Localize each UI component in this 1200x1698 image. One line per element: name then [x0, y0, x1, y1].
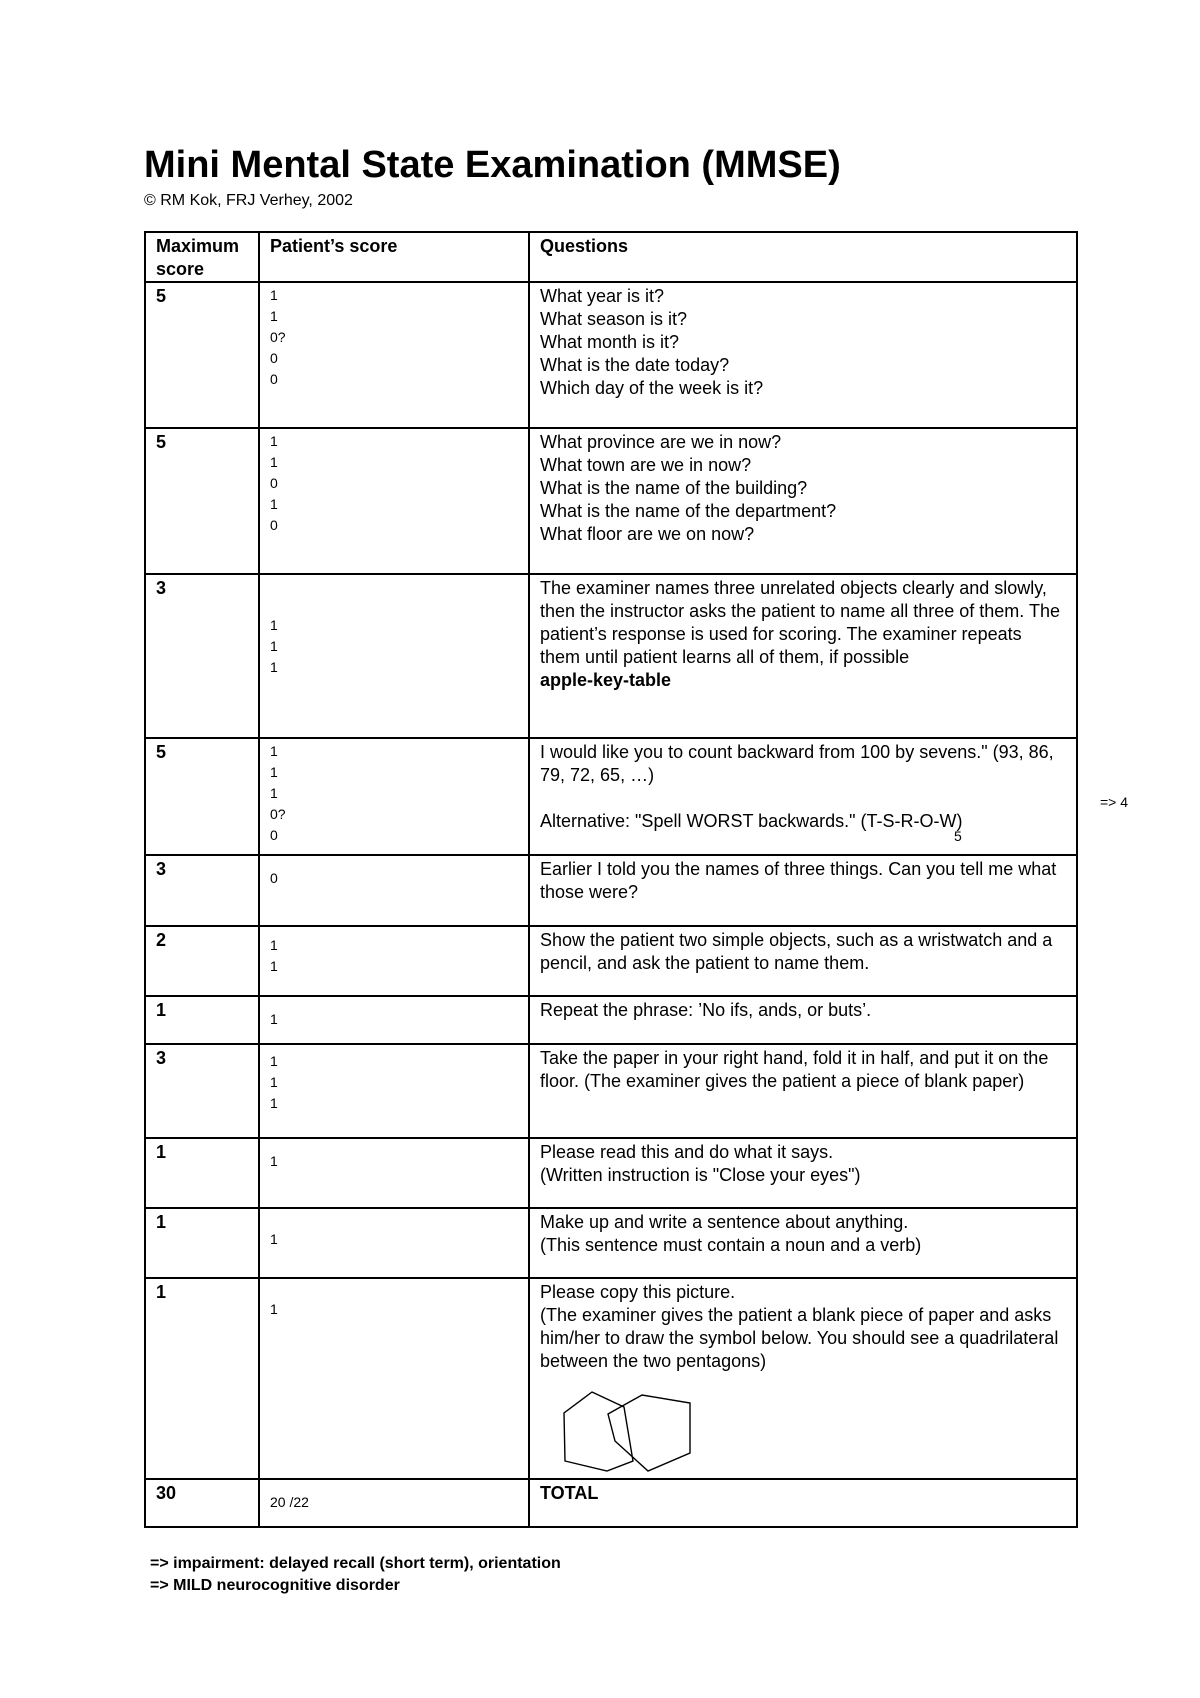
question-cell: [529, 1138, 1077, 1208]
table-row: [145, 996, 1077, 1044]
question-text: Alternative: "Spell WORST backwards." (T-S-R-O-W): [540, 811, 963, 831]
table-row: [145, 282, 1077, 428]
margin-note: => 4: [1100, 794, 1129, 810]
table-row: [145, 1208, 1077, 1278]
score-value: 1: [270, 1053, 278, 1069]
total-label: TOTAL: [529, 1479, 1077, 1527]
score-value: 0: [270, 350, 278, 366]
question-cell: [529, 738, 1077, 855]
score-value: 1: [270, 617, 278, 633]
question-text: Make up and write a sentence about anything.: [540, 1212, 909, 1232]
question-text: What season is it?: [540, 309, 688, 329]
question-text: Which day of the week is it?: [540, 378, 764, 398]
question-text: Earlier I told you the names of three things. Can you tell me what those were?: [540, 859, 1057, 902]
score-value: 1: [270, 785, 278, 801]
question-text: Repeat the phrase: ’No ifs, ands, or buts’.: [540, 1000, 872, 1020]
question-cell: [529, 1208, 1077, 1278]
question-text: Please read this and do what it says.: [540, 1142, 834, 1162]
total-patient-score: [259, 1479, 529, 1527]
score-value: 0: [270, 870, 278, 886]
conclusion-line: => MILD neurocognitive disorder: [150, 1577, 400, 1594]
question-text: What month is it?: [540, 332, 680, 352]
header-patient-score: Patient’s score: [259, 232, 529, 282]
score-value: 1: [270, 1095, 278, 1111]
question-text: What province are we in now?: [540, 432, 782, 452]
max-score: 1: [145, 1138, 259, 1208]
patient-scores: [259, 574, 529, 738]
score-value: 0: [270, 517, 278, 533]
question-cell: [529, 574, 1077, 738]
total-score-value: 20 /22: [270, 1494, 309, 1510]
copyright-line: © RM Kok, FRJ Verhey, 2002: [144, 192, 353, 209]
patient-scores: [259, 1138, 529, 1208]
score-value: 0?: [270, 329, 286, 345]
patient-scores: [259, 1044, 529, 1138]
patient-scores: [259, 282, 529, 428]
max-score: 1: [145, 1208, 259, 1278]
max-score: 1: [145, 1278, 259, 1479]
question-text: Please copy this picture.: [540, 1282, 736, 1302]
score-value: 0: [270, 827, 278, 843]
score-value: 1: [270, 308, 278, 324]
table-row: [145, 574, 1077, 738]
max-score: 2: [145, 926, 259, 996]
right-pentagon-shape: [608, 1395, 690, 1471]
question-cell: [529, 926, 1077, 996]
table-row: [145, 1044, 1077, 1138]
table-row: [145, 1138, 1077, 1208]
score-value: 1: [270, 287, 278, 303]
score-value: 1: [270, 958, 278, 974]
max-score: 5: [145, 738, 259, 855]
max-score: 3: [145, 1044, 259, 1138]
score-value: 0: [270, 371, 278, 387]
left-pentagon-shape: [564, 1392, 633, 1471]
max-score: 5: [145, 282, 259, 428]
patient-scores: [259, 738, 529, 855]
total-row: [145, 1479, 1077, 1527]
max-score: 5: [145, 428, 259, 574]
page-title: Mini Mental State Examination (MMSE): [144, 144, 841, 186]
question-cell: [529, 428, 1077, 574]
score-value: 1: [270, 743, 278, 759]
question-text: Show the patient two simple objects, such as a wristwatch and a pencil, and ask the patient to name them.: [540, 930, 1053, 973]
table-header-row: [145, 232, 1077, 282]
patient-scores: [259, 926, 529, 996]
score-value: 1: [270, 1011, 278, 1027]
table-row: [145, 1278, 1077, 1479]
max-score: 3: [145, 574, 259, 738]
score-value: 1: [270, 496, 278, 512]
question-text: I would like you to count backward from 100 by sevens." (93, 86, 79, 72, 65, …): [540, 742, 1054, 785]
score-value: 1: [270, 1301, 278, 1317]
header-questions: Questions: [529, 232, 1077, 282]
question-text: (The examiner gives the patient a blank piece of paper and asks him/her to draw the symbol below. You should see a quadrilateral between the two pentagons): [540, 1305, 1059, 1371]
patient-scores: [259, 996, 529, 1044]
score-value: 1: [270, 659, 278, 675]
score-value: 0: [270, 475, 278, 491]
question-text: Take the paper in your right hand, fold it in half, and put it on the floor. (The examiner gives the patient a piece of blank paper): [540, 1048, 1049, 1091]
total-max-score: 30: [145, 1479, 259, 1527]
question-cell: [529, 855, 1077, 926]
score-value: 1: [270, 638, 278, 654]
max-score: 3: [145, 855, 259, 926]
patient-scores: [259, 1278, 529, 1479]
patient-scores: [259, 428, 529, 574]
question-cell: [529, 1278, 1077, 1479]
score-value: 1: [270, 454, 278, 470]
question-text: (Written instruction is "Close your eyes"): [540, 1165, 861, 1185]
score-value: 1: [270, 1153, 278, 1169]
blank-line: [540, 787, 1066, 810]
handwritten-subscore: 5: [954, 828, 962, 844]
patient-scores: [259, 855, 529, 926]
question-text: What is the name of the building?: [540, 478, 808, 498]
question-text: What town are we in now?: [540, 455, 752, 475]
conclusions: [150, 1553, 561, 1597]
question-cell: [529, 282, 1077, 428]
score-value: 1: [270, 937, 278, 953]
score-value: 0?: [270, 806, 286, 822]
question-text: What year is it?: [540, 286, 665, 306]
score-value: 1: [270, 764, 278, 780]
score-value: 1: [270, 1231, 278, 1247]
question-text: What is the name of the department?: [540, 501, 837, 521]
table-row: [145, 738, 1077, 855]
score-value: 1: [270, 433, 278, 449]
mmse-table: [144, 231, 1078, 1528]
table-row: [145, 428, 1077, 574]
recall-words: apple-key-table: [540, 670, 672, 690]
patient-scores: [259, 1208, 529, 1278]
header-max-score: Maximum score: [145, 232, 259, 282]
score-value: 1: [270, 1074, 278, 1090]
conclusion-line: => impairment: delayed recall (short term), orientation: [150, 1555, 561, 1572]
question-text: What floor are we on now?: [540, 524, 755, 544]
question-text: The examiner names three unrelated objects clearly and slowly, then the instructor asks the patient to name all three of them. The patient’s response is used for scoring. The examiner repeats them until patient learns all of them, if possible: [540, 578, 1060, 667]
table-row: [145, 926, 1077, 996]
question-cell: [529, 1044, 1077, 1138]
intersecting-pentagons-figure: [560, 1389, 696, 1475]
question-text: (This sentence must contain a noun and a verb): [540, 1235, 922, 1255]
table-row: [145, 855, 1077, 926]
max-score: 1: [145, 996, 259, 1044]
question-text: What is the date today?: [540, 355, 730, 375]
question-cell: [529, 996, 1077, 1044]
